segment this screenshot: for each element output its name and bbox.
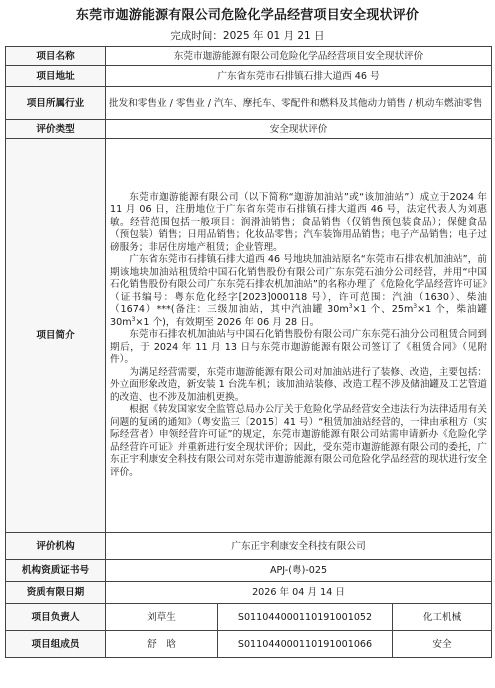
- row-industry: [6, 87, 492, 120]
- row-project-address: [6, 66, 492, 87]
- industry-label: 项目所属行业: [6, 87, 106, 120]
- intro-content: [106, 139, 492, 533]
- member-cert-no: S011044000110191001066: [218, 631, 393, 658]
- valid-value: 2026 年 04 月 14 日: [106, 582, 492, 604]
- valid-label: 资质有限日期: [6, 582, 106, 604]
- intro-label: 项目简介: [6, 139, 106, 533]
- row-leader: [6, 604, 492, 631]
- row-valid: [6, 582, 492, 604]
- row-org: [6, 533, 492, 560]
- org-label: 评价机构: [6, 533, 106, 560]
- intro-paragraph-3: 东莞市石排农机加油站与中国石化销售股份有限公司广东东莞石油分公司租赁合同到期后，于 2024 年 11 月 13 日与东莞市迦游能源有限公司签订了《租赁合同》（见附件）。: [110, 329, 488, 366]
- leader-cert-no: S011044000110191001052: [218, 604, 393, 631]
- row-intro: [6, 139, 492, 533]
- cert-value: APJ-(粤)-025: [106, 560, 492, 582]
- member-label: 项目组成员: [6, 631, 106, 658]
- project-info-table: [5, 46, 492, 658]
- leader-field: 化工机械: [393, 604, 492, 631]
- completion-date: 2025 年 01 月 21 日: [222, 30, 325, 42]
- project-address-value: 广东省东莞市石排镇石排大道西 46 号: [106, 66, 492, 87]
- member-field: 安全: [393, 631, 492, 658]
- completion-date-line: [0, 28, 495, 43]
- project-name-value: 东莞市迦游能源有限公司危险化学品经营项目安全现状评价: [106, 47, 492, 66]
- intro-paragraph-2: 广东省东莞市石排镇石排大道西 46 号地块加油站原名“东莞市石排农机加油站”，前期该地块加油站租赁给中国石化销售股份有限公司广东东莞石油分公司经营，并用“中国石化销售股份有限公司广东东莞石排农机加油站”的名称办理了《危险化学品经营许可证》（证书编号：粤东危化经字[2023]000118 号），许可范围：汽油（1630）、柴油（1674）***(备注：三级加油站，其中汽油罐 $30m^3\times 1$ 个、$25m^3\times 1$ 个，柴油罐 $30m^3\times 1$ 个)，有效期至 2026 年 06 月 28 日。: [110, 254, 488, 328]
- industry-value: 批发和零售业 / 零售业 / 汽车、摩托车、零配件和燃料及其他动力销售 / 机动车燃油零售: [106, 87, 492, 120]
- row-project-name: [6, 47, 492, 66]
- row-cert: [6, 560, 492, 582]
- leader-name: 刘草生: [106, 604, 218, 631]
- cert-label: 机构资质证书号: [6, 560, 106, 582]
- row-eval-type: [6, 120, 492, 139]
- eval-type-label: 评价类型: [6, 120, 106, 139]
- completion-label: 完成时间：: [170, 30, 223, 42]
- leader-label: 项目负责人: [6, 604, 106, 631]
- org-value: 广东正宇利康安全科技有限公司: [106, 533, 492, 560]
- project-address-label: 项目地址: [6, 66, 106, 87]
- intro-paragraph-4: 为满足经营需要，东莞市迦游能源有限公司对加油站进行了装修、改造，主要包括：外立面形象改造，新安装 1 台洗车机；该加油站装修、改造工程不涉及储油罐及工艺管道的改造、也不涉及加油机更换。: [110, 366, 488, 403]
- intro-paragraph-1: 东莞市迦游能源有限公司（以下简称“迦游加油站”或“该加油站”）成立于2024 年 11 月 06 日，注册地位于广东省东莞市石排镇石排大道西 46 号，法定代表人为刘惠敏。经营范围包括一般项目：润滑油销售；食品销售（仅销售预包装食品）；保健食品（预包装）销售；日用品销售；化妆品零售；汽车装饰用品销售；电子产品销售；电子过磅服务；非居住房地产租赁；企业管理。: [110, 191, 488, 253]
- document-title: 东莞市迦游能源有限公司危险化学品经营项目安全现状评价: [75, 8, 420, 23]
- member-name: 舒 晗: [106, 631, 218, 658]
- eval-type-value: 安全现状评价: [106, 120, 492, 139]
- row-member: [6, 631, 492, 658]
- intro-paragraph-5: 根据《转发国家安全监管总局办公厅关于危险化学品经营安全违法行为法律适用有关问题的复函的通知》（粤安监三〔2015〕41 号）“租赁加油站经营的，一律由承租方（实际经营者）申领经营许可证”的规定，东莞市迦游能源有限公司站需申请新办《危险化学品经营许可证》并重新进行安全现状评价；因此，受东莞市迦游能源有限公司的委托，广东正宇利康安全科技有限公司对东莞市迦游能源有限公司危险化学品经营的现状进行安全评价。: [110, 404, 488, 478]
- project-name-label: 项目名称: [6, 47, 106, 66]
